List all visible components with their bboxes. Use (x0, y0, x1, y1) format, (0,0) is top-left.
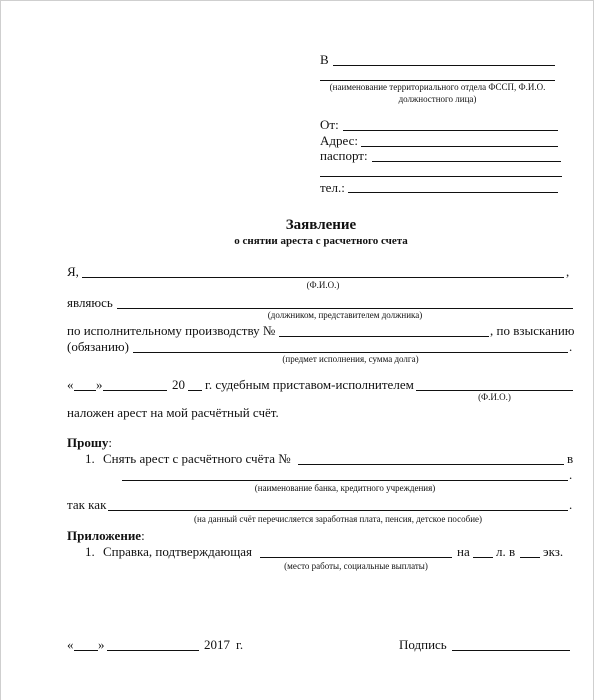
date-year-prefix: 20 (172, 377, 185, 392)
request-item-number: 1. (85, 451, 95, 466)
because-caption: (на данный счёт перечисляется заработная плата, пенсия, детское пособие) (194, 514, 482, 524)
recovery-label: , по взысканию (490, 323, 575, 338)
bailiff-caption: (Ф.И.О.) (478, 392, 511, 402)
arrest-text: наложен арест на мой расчётный счёт. (67, 405, 279, 420)
bailiff-field-line[interactable] (416, 390, 573, 391)
to-caption-line2: должностного лица) (398, 94, 477, 104)
i-label: Я, (67, 264, 79, 279)
bank-end: . (569, 467, 573, 482)
to-field-line-2[interactable] (320, 80, 555, 81)
proceeding-number-line[interactable] (279, 336, 489, 337)
footer-quote-open: « (67, 637, 74, 652)
request-heading: Прошу (67, 435, 109, 450)
page-border-top (0, 0, 594, 1)
being-caption: (должником, представителем должника) (267, 310, 423, 320)
from-field-line[interactable] (343, 130, 558, 131)
request-item-text: Снять арест с расчётного счёта № (103, 451, 291, 466)
attachment-item-number: 1. (85, 544, 95, 559)
phone-field-line[interactable] (348, 192, 558, 193)
address-field-line[interactable] (361, 146, 558, 147)
certificate-field-line[interactable] (260, 557, 452, 558)
attachment-item-text: Справка, подтверждающая (103, 544, 252, 559)
footer-day-line[interactable] (74, 650, 98, 651)
date-quote-close: » (96, 377, 103, 392)
date-month-line[interactable] (103, 390, 167, 391)
fio-end: , (566, 264, 570, 279)
to-field-line[interactable] (333, 65, 555, 66)
attachment-colon: : (141, 528, 145, 543)
bank-field-line[interactable] (122, 480, 568, 481)
because-field-line[interactable] (108, 510, 568, 511)
being-label: являюсь (67, 295, 113, 310)
copies-count-line[interactable] (520, 557, 540, 558)
request-heading-wrap (67, 436, 112, 449)
from-label: От: (320, 117, 339, 132)
document-title: Заявление (285, 217, 357, 233)
bank-caption: (наименование банка, кредитного учреждения) (254, 483, 436, 493)
passport-field-line-2[interactable] (320, 176, 562, 177)
footer-year-suffix: г. (236, 637, 244, 652)
being-field-line[interactable] (117, 308, 573, 309)
passport-field-line[interactable] (372, 161, 561, 162)
date-year-line[interactable] (188, 390, 202, 391)
date-day-line[interactable] (74, 390, 96, 391)
footer-quote-close: » (98, 637, 105, 652)
fio-caption: (Ф.И.О.) (306, 280, 340, 290)
obligation-caption: (предмет исполнения, сумма долга) (282, 354, 419, 364)
attachment-caption: (место работы, социальные выплаты) (284, 561, 428, 571)
proceeding-label: по исполнительному производству № (67, 323, 276, 338)
attachment-heading-wrap (67, 529, 145, 542)
account-number-line[interactable] (298, 464, 564, 465)
signature-label: Подпись (399, 637, 447, 652)
phone-label: тел.: (320, 180, 345, 195)
obligation-end: . (569, 339, 573, 354)
sheets-count-line[interactable] (473, 557, 493, 558)
footer-month-line[interactable] (107, 650, 199, 651)
signature-line[interactable] (452, 650, 570, 651)
request-colon: : (108, 435, 112, 450)
attachment-sheets-label: л. в (496, 544, 516, 559)
date-quote-open: « (67, 377, 74, 392)
obligation-label: (обязанию) (67, 339, 129, 354)
passport-label: паспорт: (320, 148, 368, 163)
to-label: В (320, 52, 329, 67)
attachment-copies-label: экз. (543, 544, 564, 559)
fio-field-line[interactable] (82, 277, 564, 278)
obligation-field-line[interactable] (133, 352, 568, 353)
because-label: так как (67, 497, 107, 512)
because-end: . (569, 497, 573, 512)
footer-year: 2017 (204, 637, 230, 652)
attachment-on-label: на (457, 544, 470, 559)
to-caption-line1: (наименование территориального отдела ФССП, Ф.И.О. (329, 82, 546, 92)
document-subtitle: о снятии ареста с расчетного счета (234, 235, 408, 247)
request-item-in: в (567, 451, 574, 466)
address-label: Адрес: (320, 133, 358, 148)
page-border-left (0, 0, 1, 700)
date-year-suffix: г. судебным приставом-исполнителем (205, 377, 414, 392)
attachment-heading: Приложение (67, 528, 142, 543)
